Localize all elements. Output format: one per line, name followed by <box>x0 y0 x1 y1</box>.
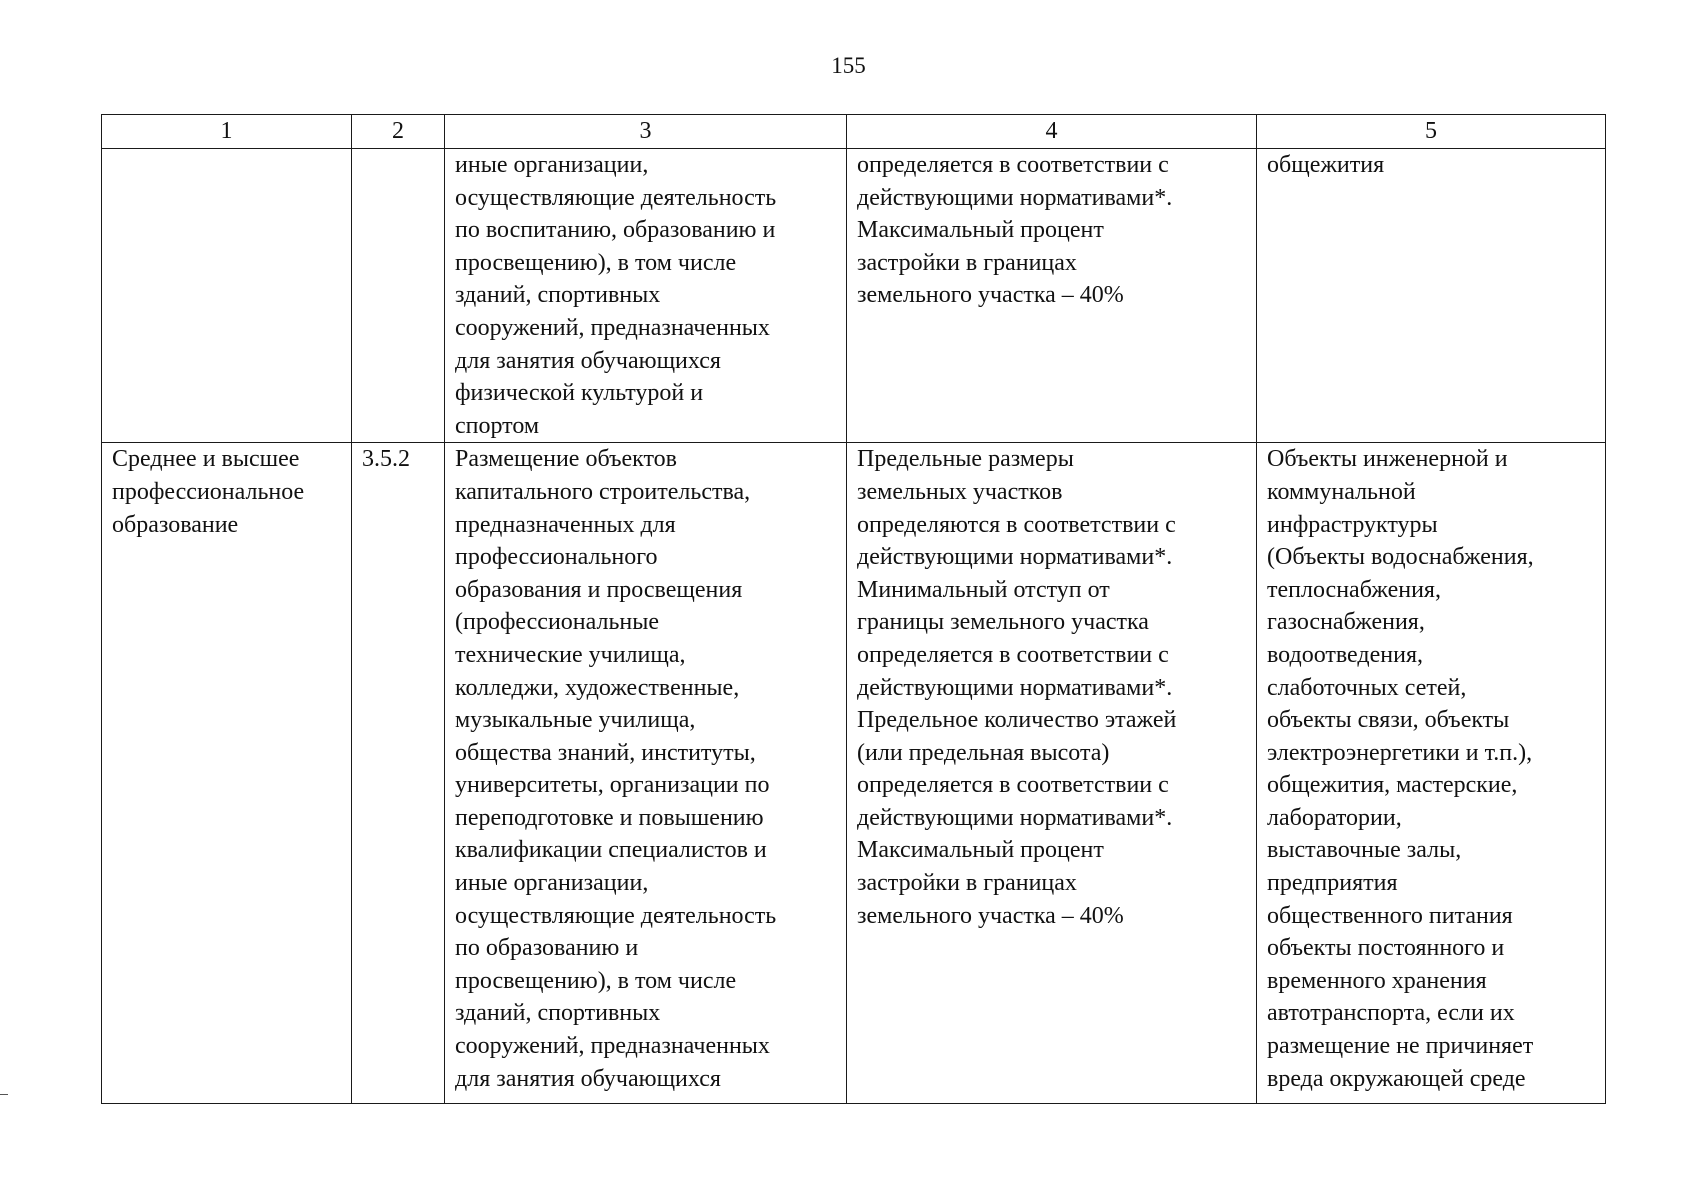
cell-text: Среднее и высшее профессиональное образование <box>112 446 305 538</box>
table-row <box>102 149 1606 443</box>
cell-description <box>445 443 847 1104</box>
cell-use-type <box>102 443 352 1104</box>
table-row <box>102 443 1606 1104</box>
cell-code <box>352 149 445 443</box>
header-col-2: 2 <box>352 115 445 149</box>
cell-auxiliary-uses <box>1257 149 1606 443</box>
regulations-table <box>101 114 1606 1104</box>
cell-description <box>445 149 847 443</box>
header-col-1: 1 <box>102 115 352 149</box>
cell-text: иные организации, осуществляющие деятельность по воспитанию, образованию и просвещению), в том числе зданий, спортивных сооружений, предназначенных для занятия обучающихся физической культурой и спортом <box>455 152 777 439</box>
cell-auxiliary-uses <box>1257 443 1606 1104</box>
cell-text: Объекты инженерной и коммунальной инфраструктуры (Объекты водоснабжения, теплоснабжения, газоснабжения, водоотведения, слаботочных сетей, объекты связи, объекты электроэнергетики и т.п.), общежития, мастерские, лаборатории, выставочные залы, предприятия общественного питания объекты постоянного и временного хранения автотранспорта, если их размещение не причиняет вреда окружающей среде <box>1267 446 1534 1092</box>
scan-margin-mark <box>0 1094 8 1095</box>
cell-text: определяется в соответствии с действующими нормативами*. Максимальный процент застройки в границах земельного участка – 40% <box>857 152 1173 309</box>
header-col-3: 3 <box>445 115 847 149</box>
header-col-5: 5 <box>1257 115 1606 149</box>
cell-text: Предельные размеры земельных участков определяются в соответствии с действующими нормативами*. Минимальный отступ от границы земельного участка определяется в соответствии с действующими нормативами*. Предельное количество этажей (или предельная высота) определяется в соответствии с действующими нормативами*. Максимальный процент застройки в границах земельного участка – 40% <box>857 446 1177 929</box>
page-number: 155 <box>831 53 866 78</box>
cell-parameters <box>847 443 1257 1104</box>
cell-text: 3.5.2 <box>362 446 410 473</box>
table-header-row <box>102 115 1606 149</box>
cell-code <box>352 443 445 1104</box>
cell-text: общежития <box>1267 152 1385 178</box>
cell-use-type <box>102 149 352 443</box>
cell-parameters <box>847 149 1257 443</box>
cell-text: Размещение объектов капитального строительства, предназначенных для профессионального образования и просвещения (профессиональные технические училища, колледжи, художественные, музыкальные училища, общества знаний, институты, университеты, организации по переподготовке и повышению квалификации специалистов и иные организации, осуществляющие деятельность по образованию и просвещению), в том числе зданий, спортивных сооружений, предназначенных для занятия обучающихся <box>455 446 777 1092</box>
header-col-4: 4 <box>847 115 1257 149</box>
